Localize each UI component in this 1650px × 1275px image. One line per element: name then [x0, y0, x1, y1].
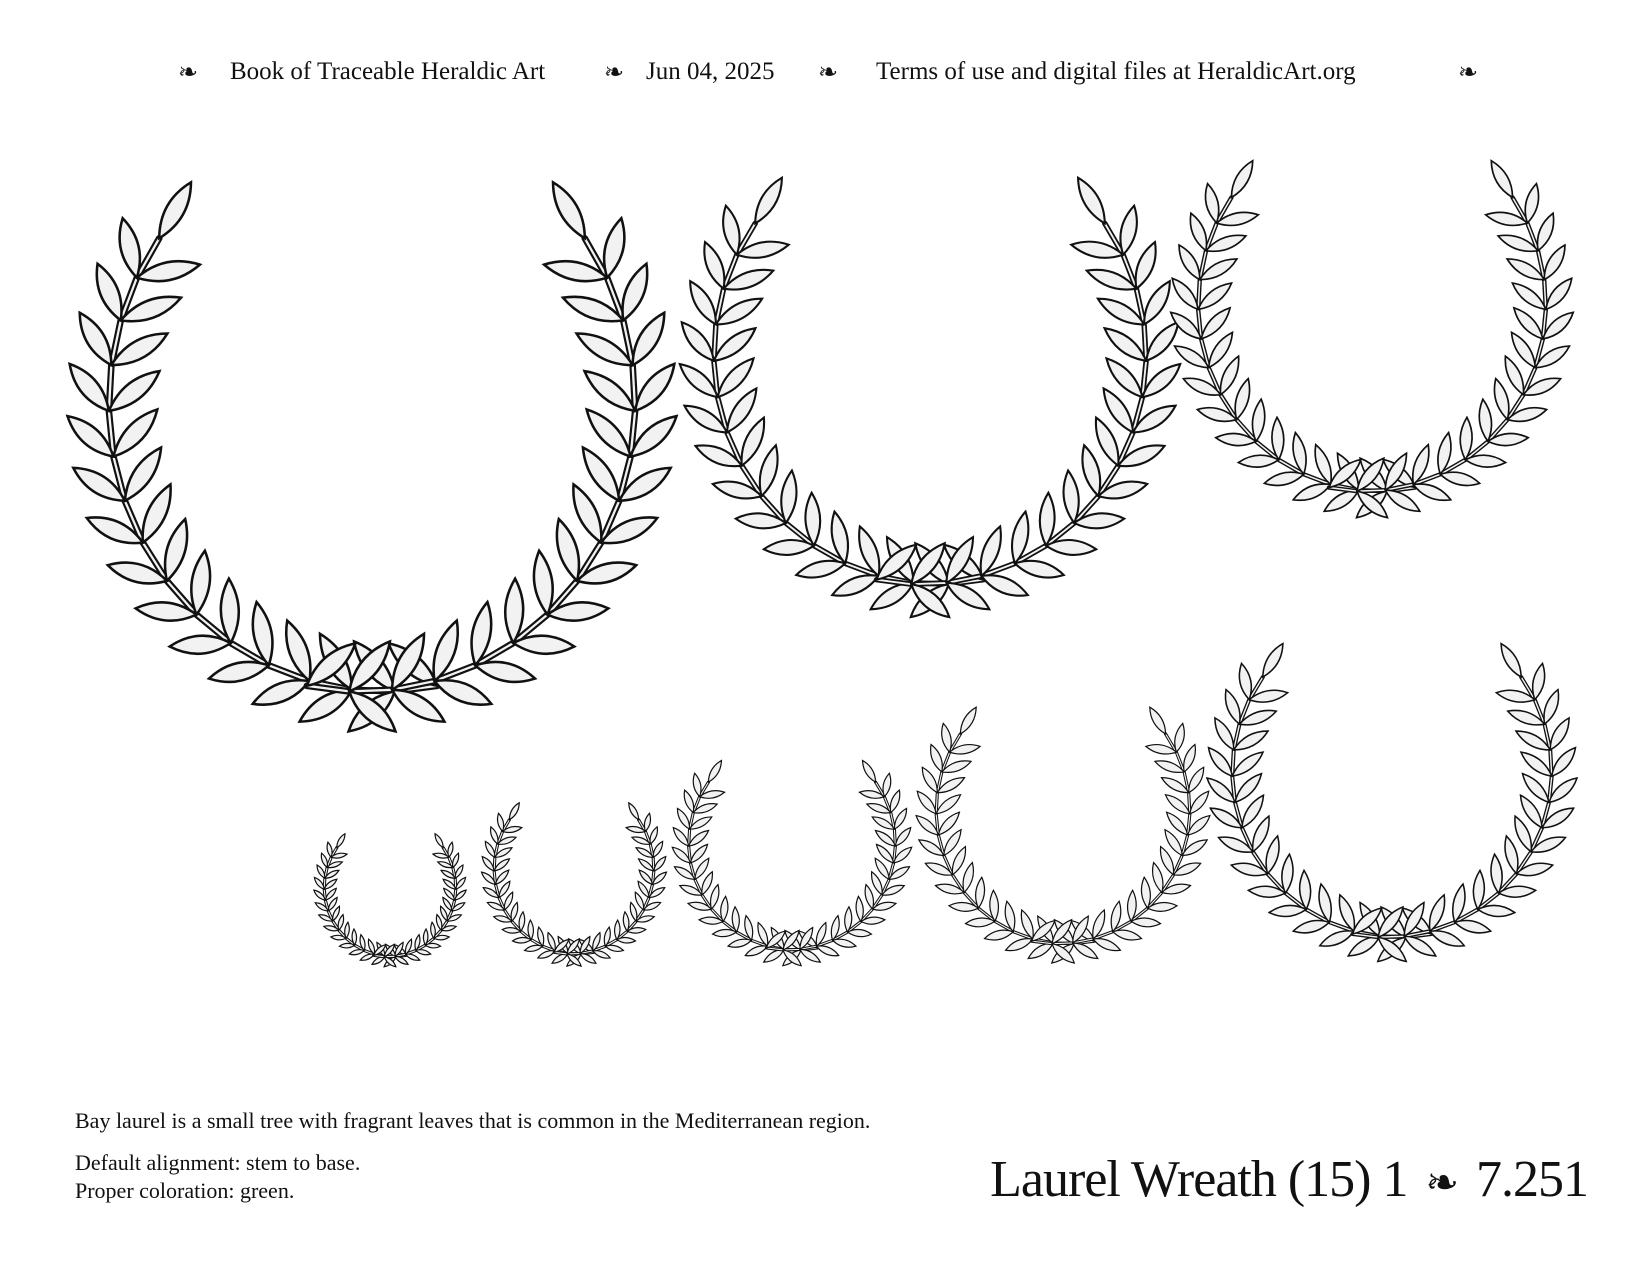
leaf [1385, 490, 1419, 511]
laurel-wreath-1 [67, 182, 676, 731]
leaf [327, 842, 332, 857]
leaf [856, 896, 863, 921]
leaf [976, 877, 985, 908]
leaf [1521, 752, 1552, 776]
leaf [395, 956, 408, 964]
book-title: Book of Traceable Heraldic Art [230, 58, 546, 85]
leaf [191, 551, 210, 615]
leaf [689, 830, 709, 846]
leaf [1198, 283, 1231, 309]
leaf [1491, 854, 1502, 893]
leaf [1141, 877, 1150, 908]
leaf [708, 760, 721, 782]
leaf [406, 954, 420, 960]
leaf [1215, 718, 1234, 750]
leaf [435, 834, 443, 848]
leaf [639, 870, 652, 884]
leaf [871, 583, 914, 609]
leaf [1064, 470, 1079, 523]
leaf [1264, 472, 1303, 485]
leaf [1537, 213, 1553, 250]
leaf [644, 813, 650, 831]
leaf [475, 662, 535, 682]
leaf [253, 680, 310, 704]
fleuron-icon: ❧ [178, 60, 199, 86]
leaf [453, 853, 459, 867]
fleuron-icon: ❧ [1458, 60, 1479, 86]
leaf [695, 858, 709, 879]
leaf [511, 902, 518, 921]
leaf [1006, 939, 1033, 951]
leaf [1188, 816, 1210, 835]
leaf [742, 418, 765, 466]
leaf [704, 242, 724, 289]
leaf [936, 795, 960, 814]
leaf [1172, 278, 1198, 309]
plate-number: 7.251 [1476, 1151, 1588, 1208]
leaf [755, 178, 782, 224]
leaf [1232, 752, 1263, 776]
leaf [872, 872, 883, 895]
leaf [723, 206, 739, 255]
leaf [1209, 332, 1233, 367]
leaf [629, 803, 639, 820]
leaf [693, 773, 701, 797]
leaf [1505, 356, 1523, 395]
leaf [1494, 379, 1508, 420]
default-alignment-text: Default alignment: stem to base. [75, 1150, 361, 1175]
leaf [456, 877, 466, 889]
leaf [491, 827, 498, 844]
leaf [894, 808, 906, 829]
leaf [605, 945, 623, 951]
leaf [1512, 283, 1545, 309]
leaf [159, 182, 191, 238]
leaf [635, 892, 643, 910]
leaf [728, 939, 751, 947]
leaf [1209, 748, 1233, 777]
leaf [1430, 931, 1464, 946]
leaf [833, 939, 856, 947]
leaf [1501, 644, 1521, 678]
leaf [965, 918, 994, 927]
leaf [416, 950, 431, 955]
leaf [498, 813, 504, 831]
leaf [1225, 690, 1240, 725]
leaf [1165, 830, 1182, 856]
leaf [1543, 312, 1573, 339]
laurel-wreath-4 [1207, 644, 1577, 962]
leaf [631, 416, 677, 456]
leaf [963, 863, 973, 893]
leaf [425, 943, 440, 948]
leaf [938, 812, 959, 835]
laurel-wreath-2 [680, 178, 1180, 617]
leaf [638, 859, 653, 871]
leaf [431, 922, 436, 938]
leaf [916, 816, 938, 835]
leaf [1544, 245, 1565, 280]
leaf [1160, 847, 1173, 875]
leaf [1096, 418, 1119, 466]
leaf [583, 448, 619, 501]
leaf [711, 885, 719, 909]
edition-date: Jun 04, 2025 [646, 58, 775, 85]
leaf [1348, 936, 1380, 956]
leaf [1514, 308, 1543, 339]
leaf [573, 484, 601, 542]
leaf [702, 872, 713, 895]
leaf [653, 841, 663, 857]
leaf [1144, 281, 1170, 324]
laurel-wreath-8 [314, 834, 466, 967]
leaf [1269, 905, 1306, 916]
leaf [349, 950, 364, 955]
leaf [1525, 184, 1538, 223]
leaf [1190, 791, 1209, 814]
leaf [1478, 905, 1515, 916]
leaf [947, 583, 990, 609]
leaf [125, 448, 161, 501]
leaf [557, 519, 579, 581]
leaf [764, 540, 814, 555]
leaf [435, 680, 492, 704]
leaf [1131, 918, 1160, 927]
leaf [1078, 178, 1105, 224]
leaf [981, 575, 1027, 595]
laurel-wreath-3 [1171, 161, 1573, 518]
leaf [622, 264, 647, 321]
leaf [1239, 663, 1251, 699]
leaf [485, 841, 495, 857]
leaf [1167, 812, 1188, 835]
leaf [1120, 206, 1136, 255]
leaf [519, 912, 525, 931]
leaf [1142, 364, 1180, 397]
leaf [165, 519, 187, 581]
leaf [1465, 455, 1505, 467]
leaf [534, 551, 553, 615]
leaf [680, 364, 718, 397]
leaf [338, 915, 343, 931]
leaf [499, 881, 510, 897]
leaf [1184, 744, 1196, 771]
leaf [209, 662, 269, 682]
leaf [960, 707, 976, 734]
leaf [633, 313, 665, 365]
leaf [1201, 308, 1230, 339]
leaf [109, 371, 160, 411]
leaf [300, 690, 352, 722]
leaf [1320, 931, 1354, 946]
leaf [580, 953, 596, 963]
leaf [1505, 836, 1518, 874]
leaf [113, 409, 157, 456]
leaf [504, 892, 512, 910]
leaf [1479, 399, 1491, 441]
leaf [713, 929, 737, 936]
plate-name: Laurel Wreath (15) 1 [990, 1151, 1408, 1208]
leaf [1150, 707, 1166, 734]
leaf [875, 830, 895, 846]
leaf [931, 744, 943, 771]
leaf [1293, 484, 1330, 500]
leaf [1113, 930, 1142, 940]
leaf [494, 859, 509, 871]
leaf [1440, 472, 1479, 485]
leaf [509, 803, 519, 820]
leaf [865, 885, 873, 909]
leaf [337, 834, 345, 848]
leaf [800, 949, 820, 962]
leaf [1146, 322, 1178, 361]
leaf [1521, 795, 1543, 828]
leaf [1082, 445, 1100, 496]
leaf [1105, 328, 1147, 361]
leaf [1220, 356, 1238, 395]
leaf [1263, 644, 1283, 678]
leaf [120, 218, 140, 278]
leaf [143, 484, 171, 542]
leaf [832, 575, 878, 595]
leaf [883, 773, 891, 797]
leaf [1046, 540, 1096, 555]
leaf [1179, 245, 1200, 280]
laurel-wreath-7 [482, 803, 667, 966]
leaf [80, 313, 112, 365]
leaf [495, 870, 508, 884]
leaf [1282, 854, 1293, 893]
leaf [1252, 399, 1264, 441]
laurel-wreath-6 [672, 760, 911, 965]
leaf [630, 902, 637, 921]
leaf [796, 561, 845, 578]
leaf [436, 915, 441, 931]
leaf [1235, 379, 1249, 420]
leaf [604, 218, 624, 278]
leaf [538, 951, 555, 959]
leaf [952, 847, 965, 875]
leaf [917, 791, 936, 814]
leaf [1153, 863, 1163, 893]
leaf [745, 946, 767, 956]
leaf [654, 857, 666, 871]
leaf [673, 828, 688, 846]
leaf [1093, 939, 1120, 951]
leaf [922, 767, 937, 792]
leaf [1404, 936, 1436, 956]
leaf [170, 636, 231, 654]
leaf [721, 896, 728, 921]
leaf [70, 364, 109, 411]
leaf [863, 760, 876, 782]
leaf [448, 842, 453, 857]
leaf [1324, 490, 1358, 511]
leaf [684, 790, 693, 812]
leaf [682, 322, 714, 361]
leaf [1512, 332, 1536, 367]
leaf [985, 930, 1014, 940]
leaf [764, 949, 784, 962]
fleuron-icon: ❧ [818, 60, 839, 86]
leaf [345, 922, 350, 938]
leaf [817, 946, 839, 956]
leaf [1549, 778, 1577, 802]
leaf [314, 877, 324, 889]
proper-coloration-text: Proper coloration: green. [75, 1178, 295, 1203]
leaf [1073, 943, 1098, 959]
leaf [1104, 388, 1133, 432]
leaf [1242, 795, 1264, 828]
leaf [690, 281, 716, 324]
terms-link[interactable]: Terms of use and digital files at HeraldicArt.org [876, 58, 1356, 85]
leaf [890, 790, 899, 812]
fleuron-icon: ❧ [604, 60, 625, 86]
leaf [1231, 161, 1252, 198]
laurel-wreath-5 [916, 707, 1210, 963]
leaf [67, 416, 113, 456]
leaf [1175, 723, 1185, 752]
leaf [1136, 242, 1156, 289]
leaf [1015, 561, 1064, 578]
leaf [1413, 484, 1450, 500]
leaf [392, 690, 444, 722]
description-text: Bay laurel is a small tree with fragrant leaves that is common in the Mediterranean region. [75, 1108, 871, 1133]
leaf [781, 470, 796, 523]
leaf [1028, 943, 1053, 959]
leaf [553, 182, 585, 238]
leaf [760, 445, 778, 496]
leaf [1544, 690, 1559, 725]
leaf [718, 358, 754, 397]
leaf [638, 881, 649, 897]
leaf [895, 828, 910, 846]
leaf [1165, 795, 1189, 814]
plate-title [990, 1150, 1588, 1209]
leaf [944, 830, 961, 856]
leaf [1238, 455, 1278, 467]
leaf [1190, 213, 1206, 250]
leaf [321, 853, 327, 867]
leaf [942, 723, 952, 752]
leaf [848, 929, 872, 936]
leaf [1207, 778, 1235, 802]
leaf [875, 858, 889, 879]
leaf [635, 364, 674, 411]
leaf [525, 945, 543, 951]
leaf [1455, 920, 1491, 932]
leaf [727, 388, 756, 432]
leaf [587, 409, 631, 456]
leaf [1106, 358, 1142, 397]
leaf [97, 264, 122, 321]
leaf [513, 636, 574, 654]
fleuron-icon: ❧ [1425, 1160, 1458, 1205]
leaf [317, 865, 325, 878]
leaf [1205, 184, 1218, 223]
leaf [585, 371, 636, 411]
leaf [1533, 663, 1545, 699]
leaf [1253, 816, 1269, 852]
leaf [1550, 718, 1569, 750]
leaf [333, 906, 340, 921]
leaf [482, 857, 494, 871]
leaf [714, 328, 756, 361]
leaf [650, 827, 657, 844]
leaf [1293, 920, 1329, 932]
leaf [441, 906, 448, 921]
leaf [1546, 278, 1572, 309]
leaf [677, 808, 689, 829]
leaf [1515, 816, 1531, 852]
leaf [455, 865, 463, 878]
leaf [1491, 161, 1512, 198]
leaf [1189, 767, 1204, 792]
leaf [623, 912, 629, 931]
leaf [513, 938, 532, 944]
leaf [593, 951, 610, 959]
leaf [1552, 748, 1576, 777]
leaf [617, 938, 636, 944]
leaf [339, 943, 354, 948]
leaf [1266, 836, 1279, 874]
